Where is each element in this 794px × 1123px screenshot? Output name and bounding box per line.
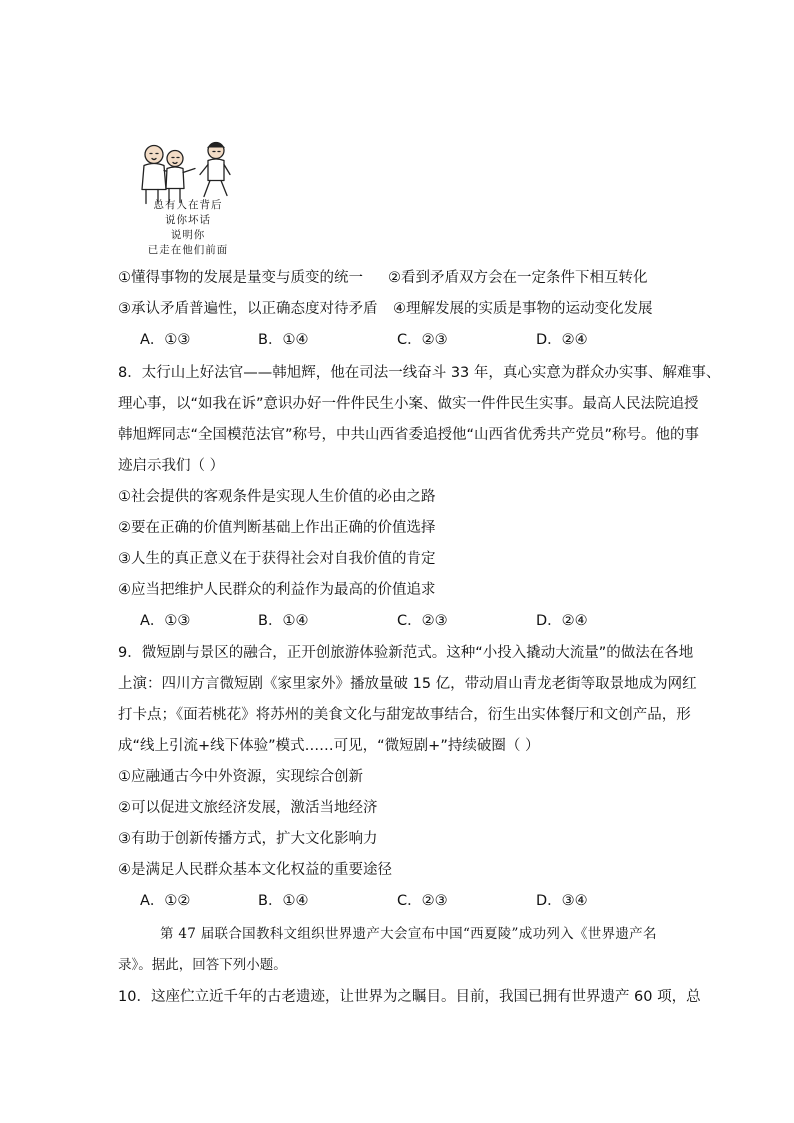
q8-stem-line-4: 迹启示我们（ ） [118,458,225,474]
q9-stem-line-3: 打卡点；《面若桃花》将苏州的美食文化与甜宠故事结合，衍生出实体餐厅和文创产品，形 [118,707,691,723]
q8-option-d[interactable]: D．②④ [536,613,588,629]
q9-item-4: ④是满足人民群众基本文化权益的重要途径 [118,862,392,878]
q7-option-b[interactable]: B．①④ [258,332,309,348]
q8-stem-line-3: 韩旭辉同志“全国模范法官”称号，中共山西省委追授他“山西省优秀共产党员”称号。他的事 [118,427,700,443]
q7-option-c[interactable]: C．②③ [397,332,448,348]
cartoon-caption-line-1: 总有人在背后 [153,199,223,211]
material-line-1: 第 47 届联合国教科文组织世界遗产大会宣布中国“西夏陵”成功列入《世界遗产名 [160,926,657,942]
q7-option-a[interactable]: A．①③ [140,332,191,348]
q7-item-4: ④理解发展的实质是事物的运动变化发展 [393,301,653,317]
q9-option-a[interactable]: A．①② [140,893,191,909]
q8-item-4: ④应当把维护人民群众的利益作为最高的价值追求 [118,582,436,598]
cartoon-caption-line-3: 说明你 [170,229,206,241]
q9-stem-line-1: 9．微短剧与景区的融合，正开创旅游体验新范式。这种“小投入撬动大流量”的做法在各地 [118,645,694,661]
cartoon-caption-line-2: 说你坏话 [165,214,211,226]
q8-option-c[interactable]: C．②③ [397,613,448,629]
q7-item-2: ②看到矛盾双方会在一定条件下相互转化 [388,270,648,286]
q7-option-d[interactable]: D．②④ [536,332,588,348]
q9-item-3: ③有助于创新传播方式，扩大文化影响力 [118,831,378,847]
q8-option-b[interactable]: B．①④ [258,613,309,629]
q8-item-2: ②要在正确的价值判断基础上作出正确的价值选择 [118,520,436,536]
q9-option-c[interactable]: C．②③ [397,893,448,909]
q8-stem-line-1: 8．太行山上好法官——韩旭辉，他在司法一线奋斗 33 年，真心实意为群众办实事、解难事、 [118,365,721,381]
q7-item-1: ①懂得事物的发展是量变与质变的统一 [118,270,363,286]
q9-option-d[interactable]: D．③④ [536,893,588,909]
q9-stem-line-4: 成“线上引流+线下体验”模式……可见，“微短剧+”持续破圈（ ） [118,738,540,754]
q8-item-3: ③人生的真正意义在于获得社会对自我价值的肯定 [118,551,436,567]
cartoon-caption-line-4: 已走在他们前面 [147,244,229,256]
q9-stem-line-2: 上演：四川方言微短剧《家里家外》播放量破 15 亿，带动眉山青龙老街等取景地成为网红 [118,676,697,692]
material-line-2: 录》。据此，回答下列小题。 [118,957,287,973]
q8-item-1: ①社会提供的客观条件是实现人生价值的必由之路 [118,489,436,505]
q8-stem-line-2: 理心事，以“如我在诉”意识办好一件件民生小案、做实一件件民生实事。最高人民法院追授 [118,396,699,412]
q9-option-b[interactable]: B．①④ [258,893,309,909]
q7-item-3: ③承认矛盾普遍性，以正确态度对待矛盾 [118,301,378,317]
q10-stem-line-1: 10．这座伫立近千年的古老遗迹，让世界为之瞩目。目前，我国已拥有世界遗产 60 项，总 [118,989,701,1005]
q9-item-1: ①应融通古今中外资源，实现综合创新 [118,769,363,785]
q9-item-2: ②可以促进文旅经济发展，激活当地经济 [118,800,378,816]
q8-option-a[interactable]: A．①③ [140,613,191,629]
